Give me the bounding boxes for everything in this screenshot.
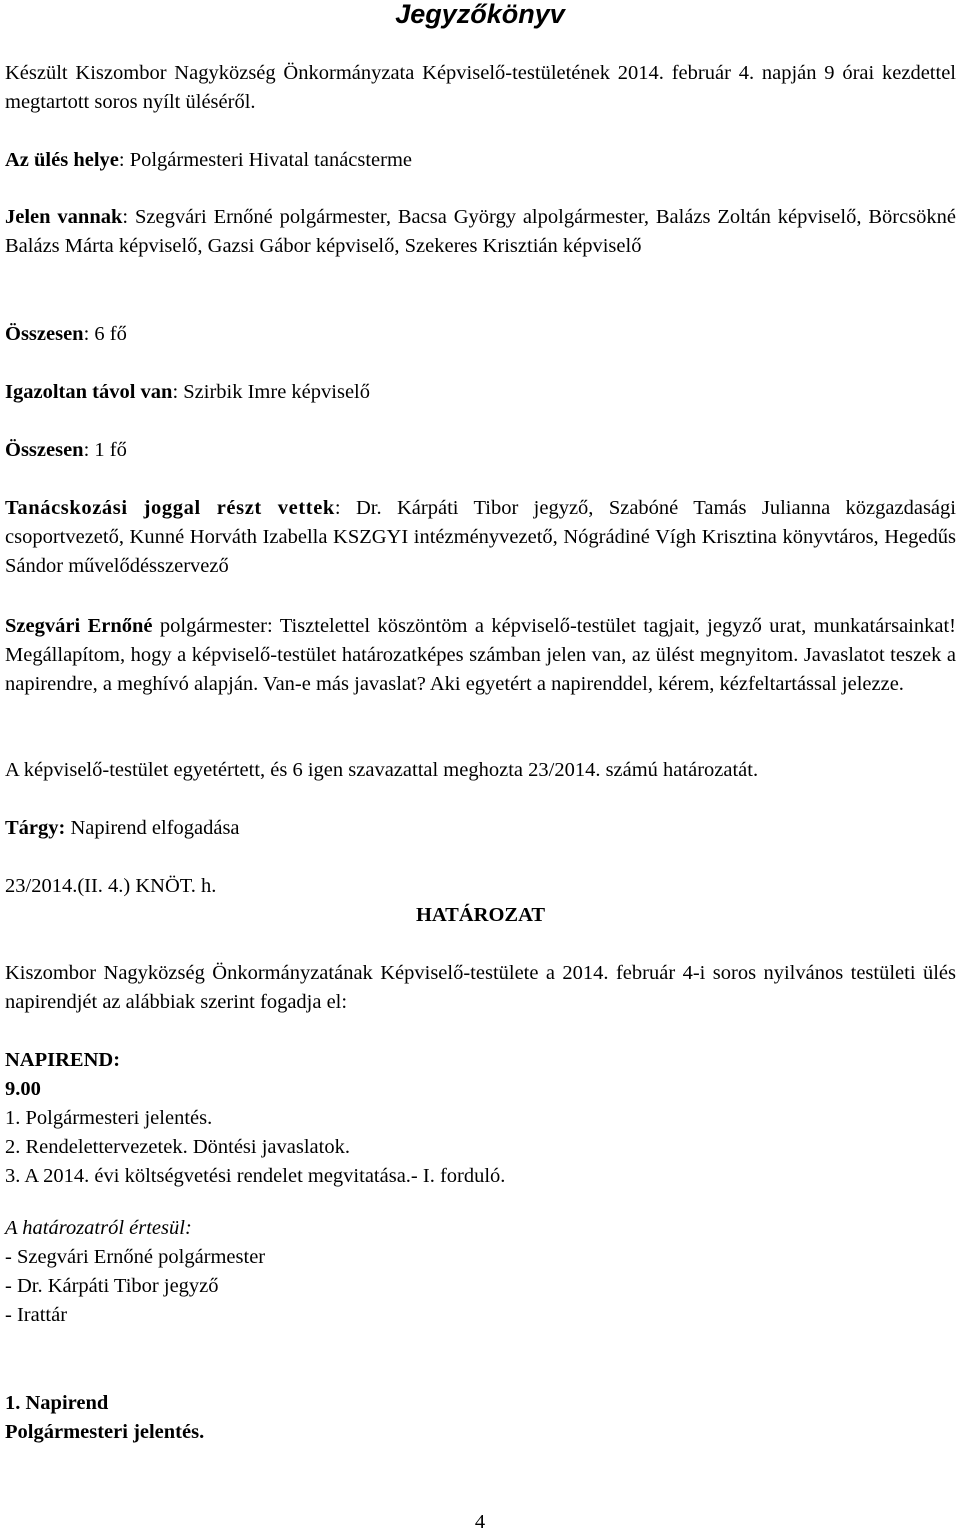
- notify-item: - Irattár: [5, 1304, 68, 1326]
- speech-text: polgármester: Tisztelettel köszöntöm a képviselő-testület tagjait, jegyző urat, munkatársainkat! Megállapítom, hogy a képviselő-testület határozatképes számban jelen van, az ülést megnyitom. Javaslatot teszek a napirendre, a meghívó alapján. Van-e más javaslat? Aki egyetért a napirenddel, kérem, kézfeltartással jelezze.: [5, 615, 956, 695]
- document-title: Jegyzőkönyv: [395, 0, 565, 29]
- advisory-paragraph: [5, 494, 956, 581]
- mayor-speech: [5, 612, 956, 699]
- agenda-item: 3. A 2014. évi költségvetési rendelet megvitatása.- I. forduló.: [5, 1165, 506, 1187]
- absent-total: [5, 436, 956, 465]
- advisory-label: Tanácskozási joggal részt vettek: [5, 497, 335, 519]
- subject-line: [5, 814, 956, 843]
- intro-paragraph: Készült Kiszombor Nagyközség Önkormányzata Képviselő-testületének 2014. február 4. napján 9 órai kezdettel megtartott soros nyílt üléséről.: [5, 62, 956, 113]
- absent-total-label: Összesen: [5, 439, 84, 461]
- present-total-label: Összesen: [5, 323, 84, 345]
- resolution-number: 23/2014.(II. 4.) KNÖT. h.: [5, 875, 217, 897]
- absent-label: Igazoltan távol van: [5, 381, 173, 403]
- meeting-location: [5, 146, 956, 175]
- resolution-text: Kiszombor Nagyközség Önkormányzatának Képviselő-testülete a 2014. február 4-i soros nyilvános testületi ülés napirendjét az alábbiak szerint fogadja el:: [5, 962, 956, 1013]
- vote-result: A képviselő-testület egyetértett, és 6 igen szavazattal meghozta 23/2014. számú határozatát.: [5, 759, 759, 781]
- location-value: : Polgármesteri Hivatal tanácsterme: [118, 149, 413, 171]
- agenda-section: [5, 1389, 956, 1447]
- attendees-value: : Szegvári Ernőné polgármester, Bacsa György alpolgármester, Balázs Zoltán képviselő, Börcsökné Balázs Márta képviselő, Gazsi Gábor képviselő, Szekeres Krisztián képviselő: [5, 206, 957, 257]
- page-number: 4: [474, 1511, 486, 1533]
- location-label: Az ülés helye: [5, 149, 119, 171]
- agenda-item: 1. Polgármesteri jelentés.: [5, 1107, 213, 1129]
- agenda-time: 9.00: [5, 1078, 41, 1100]
- agenda-item: 2. Rendelettervezetek. Döntési javaslatok.: [5, 1136, 350, 1158]
- resolution-heading: HATÁROZAT: [415, 904, 546, 926]
- present-total-value: : 6 fő: [83, 323, 127, 345]
- subject-label: Tárgy:: [5, 817, 66, 839]
- notify-item: - Dr. Kárpáti Tibor jegyző: [5, 1275, 219, 1297]
- agenda-block: [5, 1046, 956, 1191]
- present-total: [5, 320, 956, 349]
- section-title: Polgármesteri jelentés.: [5, 1421, 205, 1443]
- advisory-value: : Dr. Kárpáti Tibor jegyző, Szabóné Tamás Julianna közgazdasági csoportvezető, Kunné Horváth Izabella KSZGYI intézményvezető, Nógrádiné Vígh Krisztina könyvtáros, Hegedűs Sándor művelődésszervező: [5, 497, 956, 577]
- attendees-label: Jelen vannak: [5, 206, 123, 228]
- speaker-name: Szegvári Ernőné: [5, 615, 153, 637]
- absent-line: [5, 378, 956, 407]
- absent-value: : Szirbik Imre képviselő: [172, 381, 370, 403]
- section-number: 1. Napirend: [5, 1392, 109, 1414]
- notify-item: - Szegvári Ernőné polgármester: [5, 1246, 266, 1268]
- attendees-paragraph: [5, 203, 956, 261]
- absent-total-value: : 1 fő: [83, 439, 127, 461]
- notify-heading: A határozatról értesül:: [5, 1217, 192, 1239]
- notify-block: [5, 1214, 956, 1330]
- subject-value: Napirend elfogadása: [65, 817, 240, 839]
- agenda-heading: NAPIREND:: [5, 1049, 121, 1071]
